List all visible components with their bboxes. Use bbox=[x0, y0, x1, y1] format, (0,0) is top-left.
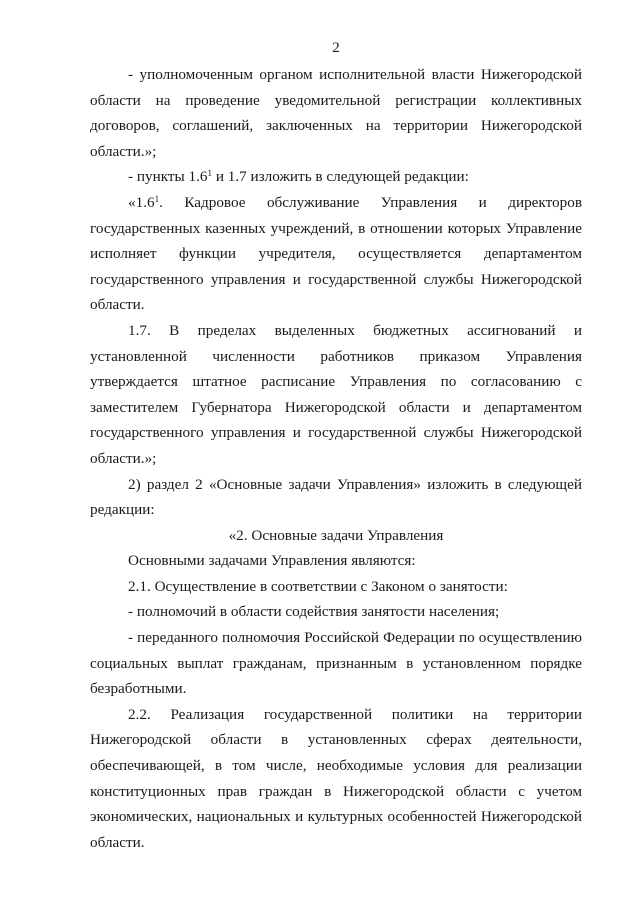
paragraph-section-2-amend: 2) раздел 2 «Основные задачи Управления» изложить в следующей редакции: bbox=[90, 475, 582, 519]
text-fragment: . Кадровое обслуживание Управления и директоров государственных казенных учреждений, в отношении которых Управление исполняет функции учредителя, осуществляется департаментом государственного управления и государственной службы Нижегородской области. bbox=[90, 193, 582, 314]
paragraph-point-1-7: 1.7. В пределах выделенных бюджетных ассигнований и установленной численности работников приказом Управления утверждается штатное расписание Управления по согласованию с заместителем Губернатора Нижегородской области и департаментом государственного управления и государственной службы Нижегородской области.»; bbox=[90, 321, 582, 467]
superscript: 1 bbox=[207, 168, 213, 179]
section-heading: «2. Основные задачи Управления bbox=[228, 526, 444, 544]
text-fragment: и 1.7 изложить в следующей редакции: bbox=[212, 168, 469, 186]
text-fragment: «1.6 bbox=[128, 193, 155, 211]
paragraph-points-amend bbox=[90, 164, 582, 190]
paragraph-main-tasks-intro: Основными задачами Управления являются: bbox=[128, 552, 416, 570]
paragraph-employment-powers: - полномочий в области содействия занятости населения; bbox=[128, 603, 500, 621]
page-number: 2 bbox=[332, 40, 340, 56]
paragraph-authorized-body: - уполномоченным органом исполнительной власти Нижегородской области на проведение уведомительной регистрации коллективных договоров, соглашений, заключенных на территории Нижегородской области.»; bbox=[90, 66, 582, 160]
paragraph-point-1-6-1 bbox=[90, 190, 582, 318]
paragraph-2-1: 2.1. Осуществление в соответствии с Законом о занятости: bbox=[128, 577, 508, 595]
paragraph-2-2: 2.2. Реализация государственной политики на территории Нижегородской области в установленных сферах деятельности, обеспечивающей, в том числе, необходимые условия для реализации конституционных прав граждан в Нижегородской области с учетом экономических, национальных и культурных особенностей Нижегородской области. bbox=[90, 705, 582, 851]
superscript: 1 bbox=[154, 193, 160, 204]
paragraph-delegated-powers: - переданного полномочия Российской Федерации по осуществлению социальных выплат гражданам, признанным в установленном порядке безработными. bbox=[90, 629, 582, 698]
text-fragment: - пункты 1.6 bbox=[128, 168, 208, 186]
